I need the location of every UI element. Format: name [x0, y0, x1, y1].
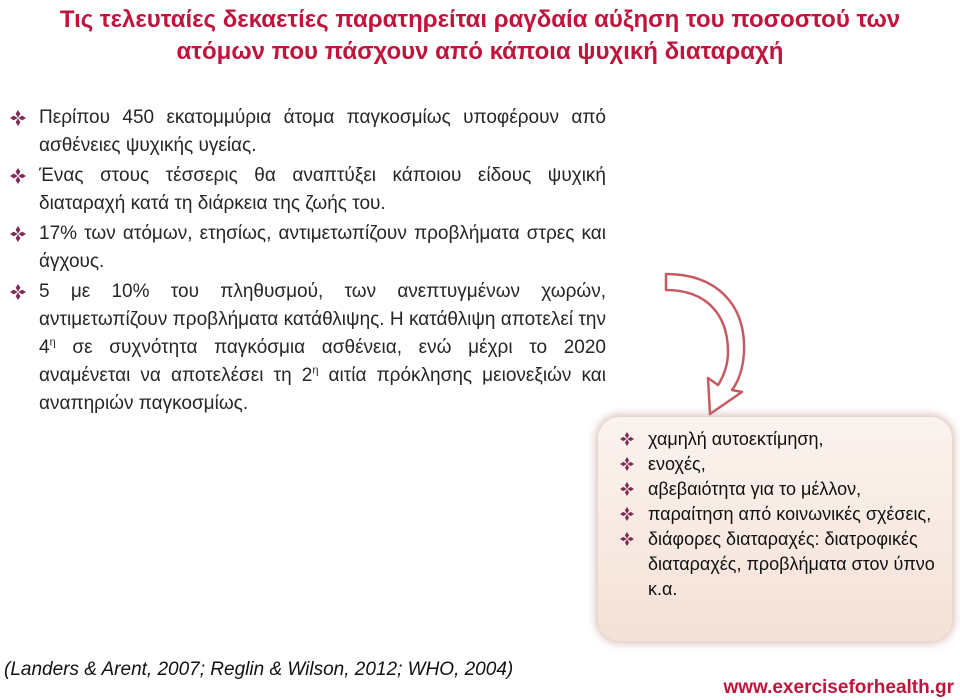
bullet-item — [10, 220, 606, 276]
consequences-box — [598, 417, 952, 641]
website-link[interactable]: www.exerciseforhealth.gr — [723, 677, 954, 698]
four-diamond-bullet-icon — [620, 482, 634, 496]
consequences-list — [612, 427, 944, 602]
bullet-text: Περίπου 450 εκατομμύρια άτομα παγκοσμίως υποφέρουν από ασθένειες ψυχικής υγείας. — [39, 107, 606, 156]
slide-title-line-2: ατόμων που πάσχουν από κάποια ψυχική διαταραχή — [176, 38, 784, 65]
consequence-text: αβεβαιότητα για το μέλλον, — [648, 479, 862, 499]
bullet-text: 17% των ατόμων, ετησίως, αντιμετωπίζουν προβλήματα στρες και άγχους. — [39, 223, 606, 272]
four-diamond-bullet-icon — [10, 168, 26, 184]
bullet-text — [39, 281, 606, 414]
bullet-item — [10, 104, 606, 160]
ordinal-superscript: η — [312, 364, 319, 377]
consequence-item — [612, 527, 944, 602]
consequence-item — [612, 427, 944, 452]
citation: (Landers & Arent, 2007; Reglin & Wilson, 2012; WHO, 2004) — [4, 659, 514, 680]
bullet-text: Ένας στους τέσσερις θα αναπτύξει κάποιου είδους ψυχική διαταραχή κατά τη διάρκεια της ζωής του. — [39, 165, 606, 214]
bullet-text-part: αιτία πρόκλησης μειονεξιών και αναπηριών παγκοσμίως. — [39, 365, 606, 414]
slide-title — [0, 4, 960, 68]
bullet-item — [10, 162, 606, 218]
consequence-text: χαμηλή αυτοεκτίμηση, — [648, 429, 824, 449]
bullet-text-part: 5 με 10% του πληθυσμού, των ανεπτυγμένων χωρών, αντιμετωπίζουν προβλήματα κατάθλιψης. Η κατάθλιψη αποτελεί την 4 — [39, 281, 606, 358]
bullet-item — [10, 278, 606, 418]
four-diamond-bullet-icon — [620, 432, 634, 446]
four-diamond-bullet-icon — [10, 226, 26, 242]
ordinal-superscript: η — [49, 336, 56, 349]
consequence-text: διάφορες διαταραχές: διατροφικές διαταραχές, προβλήματα στον ύπνο κ.α. — [648, 529, 935, 599]
bullet-text-part: σε συχνότητα παγκόσμια ασθένεια, ενώ μέχρι το 2020 αναμένεται να αποτελέσει τη 2 — [39, 337, 606, 386]
consequence-item — [612, 477, 944, 502]
four-diamond-bullet-icon — [10, 284, 26, 300]
four-diamond-bullet-icon — [620, 507, 634, 521]
consequence-item — [612, 502, 944, 527]
consequence-text: παραίτηση από κοινωνικές σχέσεις, — [648, 504, 932, 524]
consequence-text: ενοχές, — [648, 454, 706, 474]
four-diamond-bullet-icon — [620, 457, 634, 471]
consequence-item — [612, 452, 944, 477]
four-diamond-bullet-icon — [620, 532, 634, 546]
curved-arrow-icon — [648, 266, 758, 418]
slide-title-line-1: Τις τελευταίες δεκαετίες παρατηρείται ραγδαία αύξηση του ποσοστού των — [59, 6, 901, 33]
four-diamond-bullet-icon — [10, 110, 26, 126]
statistics-bullet-list — [10, 104, 606, 420]
